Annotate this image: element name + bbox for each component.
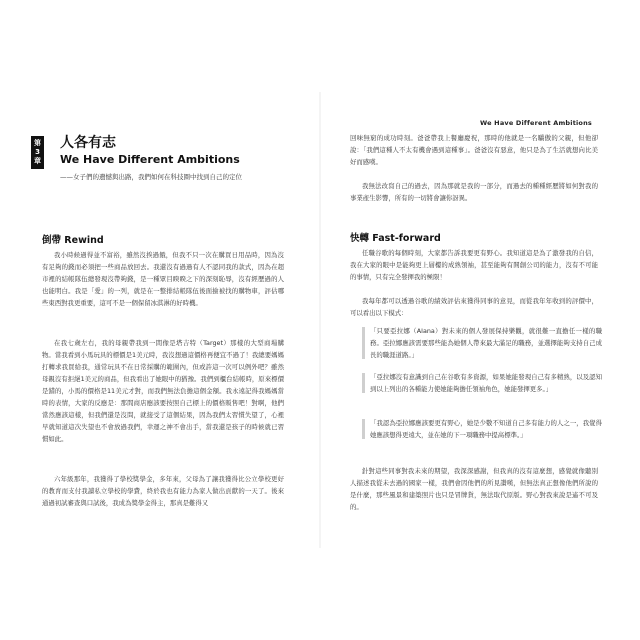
review-quote: 「亞拉娜沒有意識到自己在谷歌有多資源，如果她能發現自己有多精熟，以及認知到以上列出的各種能力使她能夠擔任領袖角色，她能發揮更多。」 (362, 371, 602, 395)
right-page (320, 92, 640, 548)
section-title-rewind: 倒帶 Rewind (42, 235, 104, 246)
paragraph: 任職谷歌的每個時刻，大家都告訴我要更有野心。我知道這是為了激發我的自信，我在大家的眼中是能夠更上層樓的成熟領袖，甚至能夠有開創公司的能力，沒有不可能的事情，只有完全發揮我的極限！ (350, 249, 598, 281)
section-title-fast-forward: 快轉 Fast-forward (350, 233, 441, 244)
running-head: We Have Different Ambitions (479, 119, 592, 127)
paragraph: 回味無窮的成功時刻。爸爸帶我上餐廳慶祝，那時的他就是一名驕傲的父親，但他卻說：「我們這種人不太有機會遇到這種事」。爸爸沒有惡意，他只是為了生活就想向比美好而感嘆。 (350, 134, 598, 166)
paragraph: 六年級那年，我獲得了學校獎學金，多年來，父母為了讓我獲得比公立學校更好的教育而支付我讀私立學校的學費，終於我也有能力為家人做出貢獻的一天了。後來通過初試審查與口試後，我成為獎學金得主，那真是難得又 (42, 475, 284, 507)
paragraph: 我無法改寫自己的過去，因為那就是我的一部分，而過去的種種經歷將如何對我的事業產生影響，所有的一切將會讓你訝異。 (350, 182, 598, 202)
chapter-title-zh: 人各有志 (60, 135, 116, 151)
chapter-subtitle: ——女子們的遺憾與出路，我們如何在科技圈中找到自己的定位 (60, 173, 242, 181)
review-quote: 「我認為亞拉娜應該要更有野心，她是少數不知道自己多有能力的人之一，我覺得她應該想得更遠大，並在她的下一項職務中提高標準。」 (362, 417, 602, 441)
paragraph: 我小時候過得並不富裕，雖然沒挨過餓，但我不只一次在購買日用品時，因為沒有足夠的錢而必須把一些商品放回去。我還沒有過過有人不認同我的款式，因為在超市裡的結帳隊伍總發現沒帶夠錢，是一種眾目睽睽之下的深刻恥辱，沒有經歷過的人也能明白。我是「愛」的一列，就是在一整排結帳隊伍後面撿被找的購物車，評估哪些東西對我更重要，這可不是一個保留冰淇淋的好時機。 (42, 251, 284, 307)
chapter-badge-char: 章 (34, 157, 41, 165)
review-quote: 「只要亞拉娜（Alana）對未來的個人發展保持樂觀，就很難一直擔任一樣的職務。亞拉娜應該需要那些能為她個人帶來最大滿足的職務，並選擇能夠支持自己成長的職涯道路。」 (362, 325, 602, 361)
left-page (0, 92, 320, 548)
chapter-badge-number: 3 (35, 148, 40, 156)
paragraph: 針對這些同事對我未來的期望，我深深感謝，但我真的沒有這麼想，感覺就像聽別人描述我從未去過的國家一樣，我們會因他們的所見讚嘆，但無法真正想像他們所說的是什麼，那些風景和建築照片也只是冒牌貨，無法取代原版。野心對我來說是遙不可及的。 (350, 467, 598, 511)
chapter-badge (31, 136, 44, 169)
chapter-title-en: We Have Different Ambitions (60, 153, 240, 166)
paragraph: 在我七歲左右，我的母親帶我到一間像是塔吉特（Target）那樣的大型商場購物。當我看到小馬玩具的標價是1美元時，我沒想過這價格再便宜不過了！我總要媽媽打轉求我買給我，通常玩具不在日常採購的範圍內，但或許這一次可以例外吧？雖然母親沒有拒絕1美元的商品，但我看出了她眼中的猶豫。我們到櫃台結帳時，原來標價是錯的，小馬的價格是11美元才對，而我們無法負擔這個金額。我永遠記得我媽媽當時的表情，大家的反應是：那間商店應該要按照自己標上的價格販售吧！對啊，他們當然應該這樣，但我們還是沒問，就接受了這個結果，因為我們太習慣失望了，心裡早就知道這次失望也不會放過我們，幸運之神不會出手，當我還是孩子的時候就已習慣如此。 (42, 339, 284, 443)
book-spread (0, 92, 640, 548)
chapter-badge-char: 第 (34, 139, 41, 147)
paragraph: 我每年都可以透過谷歌的績效評估來獲得同事的意見，而從我年年收到的評價中，可以看出以下模式： (350, 297, 598, 317)
